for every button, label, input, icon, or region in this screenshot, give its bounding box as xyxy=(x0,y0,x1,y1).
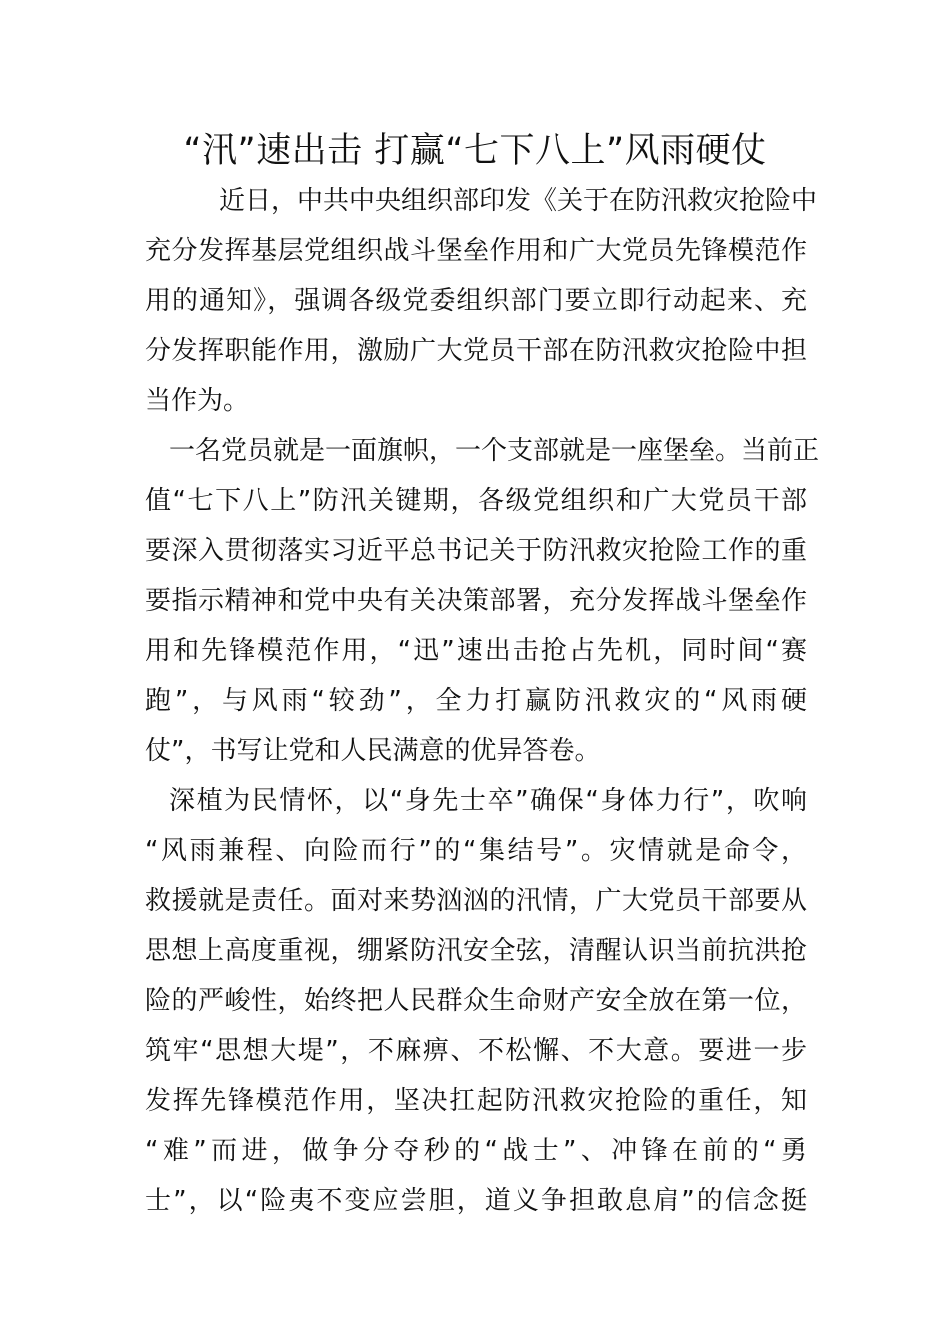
paragraph-1 xyxy=(145,176,818,426)
text-line: 要指示精神和党中央有关决策部署，充分发挥战斗堡垒作 xyxy=(145,586,807,616)
document-body xyxy=(145,176,820,1226)
text-line: 要深入贯彻落实习近平总书记关于防汛救灾抢险工作的重 xyxy=(145,536,807,566)
document-title: “汛”速出击 打赢“七下八上”风雨硬仗 xyxy=(183,131,767,171)
text-line: 用的通知》，强调各级党委组织部门要立即行动起来、充 xyxy=(145,286,807,316)
text-line: “风雨兼程、向险而行”的“集结号”。灾情就是命令， xyxy=(145,836,807,866)
text-line: 思想上高度重视，绷紧防汛安全弦，清醒认识当前抗洪抢 xyxy=(145,936,807,966)
paragraph-2 xyxy=(145,426,820,776)
text-line: 用和先锋模范作用，“迅”速出击抢占先机，同时间“赛 xyxy=(145,636,807,666)
text-line: 近日，中共中央组织部印发《关于在防汛救灾抢险中 xyxy=(219,186,818,216)
text-line: 值“七下八上”防汛关键期，各级党组织和广大党员干部 xyxy=(145,486,807,516)
text-line: 发挥先锋模范作用，坚决扛起防汛救灾抢险的重任，知 xyxy=(145,1086,807,1116)
text-line: “难”而进，做争分夺秒的“战士”、冲锋在前的“勇 xyxy=(145,1136,807,1166)
text-line: 一名党员就是一面旗帜，一个支部就是一座堡垒。当前正 xyxy=(169,436,820,466)
text-line: 跑”，与风雨“较劲”，全力打赢防汛救灾的“风雨硬 xyxy=(145,686,807,716)
text-line: 深植为民情怀，以“身先士卒”确保“身体力行”，吹响 xyxy=(169,786,807,816)
text-line: 分发挥职能作用，激励广大党员干部在防汛救灾抢险中担 xyxy=(145,336,807,366)
text-line: 筑牢“思想大堤”，不麻痹、不松懈、不大意。要进一步 xyxy=(145,1036,807,1066)
text-line: 当作为。 xyxy=(145,386,250,416)
text-line: 仗”，书写让党和人民满意的优异答卷。 xyxy=(145,736,601,766)
text-line: 充分发挥基层党组织战斗堡垒作用和广大党员先锋模范作 xyxy=(145,236,807,266)
text-line: 士”，以“险夷不变应尝胆，道义争担敢息肩”的信念挺 xyxy=(145,1186,807,1216)
text-line: 救援就是责任。面对来势汹汹的汛情，广大党员干部要从 xyxy=(145,886,807,916)
paragraph-3 xyxy=(145,776,807,1226)
text-line: 险的严峻性，始终把人民群众生命财产安全放在第一位， xyxy=(145,986,807,1016)
